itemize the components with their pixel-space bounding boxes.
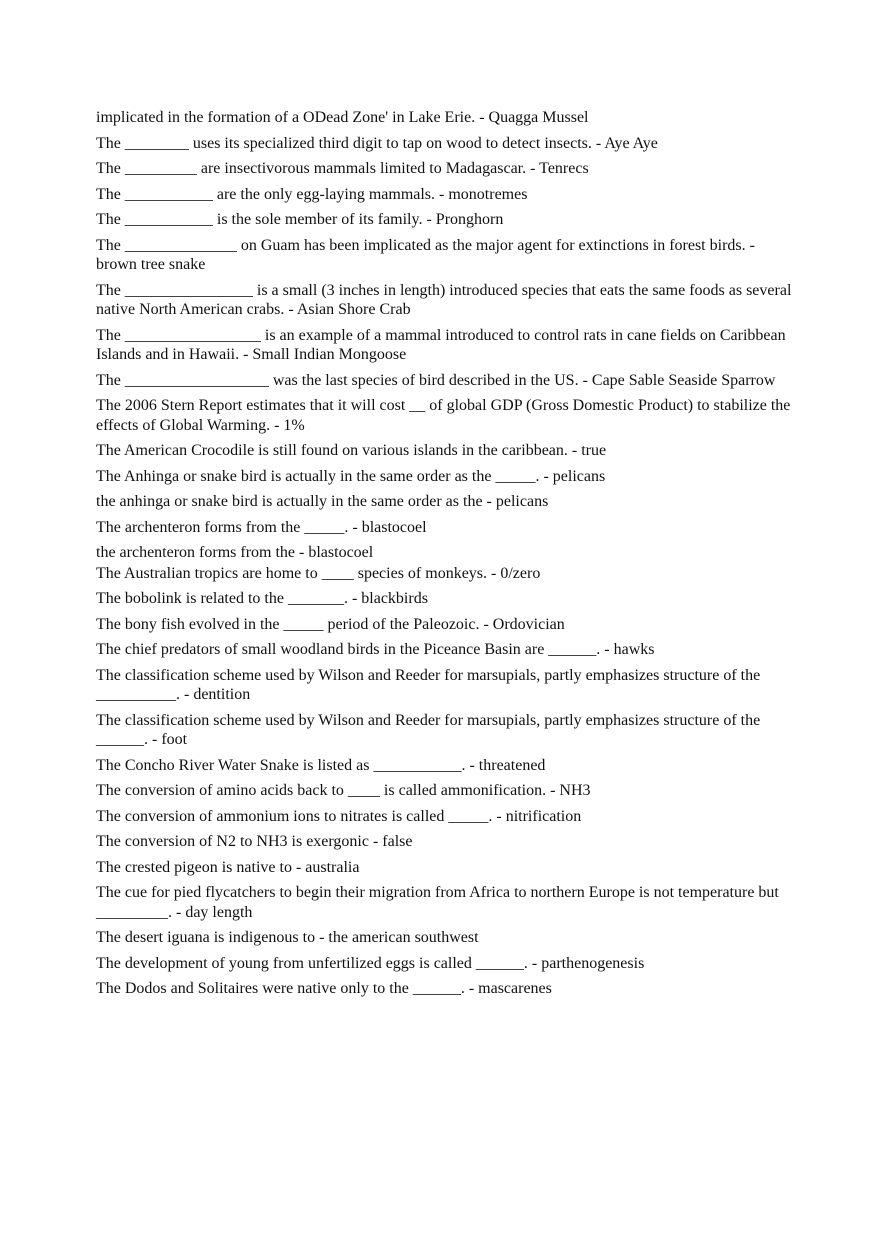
list-item: the archenteron forms from the - blastocoel — [96, 544, 374, 561]
list-item: The ___________ is the sole member of its family. - Pronghorn — [96, 211, 504, 228]
list-item: The _________ are insectivorous mammals limited to Madagascar. - Tenrecs — [96, 160, 589, 177]
list-item: The ______________ on Guam has been implicated as the major agent for extinctions in forest birds. - brown tree snake — [96, 236, 755, 273]
list-item: The conversion of N2 to NH3 is exergonic - false — [96, 833, 413, 850]
list-item: The cue for pied flycatchers to begin their migration from Africa to northern Europe is not temperature but _________. - day length — [96, 884, 779, 921]
list-item: implicated in the formation of a ODead Zone' in Lake Erie. - Quagga Mussel — [96, 109, 589, 126]
list-item: The ________________ is a small (3 inches in length) introduced species that eats the same foods as several native North American crabs. - Asian Shore Crab — [96, 281, 792, 318]
list-item: The classification scheme used by Wilson and Reeder for marsupials, partly emphasizes structure of the ______. - foot — [96, 711, 761, 748]
list-item: The ___________ are the only egg-laying mammals. - monotremes — [96, 185, 528, 203]
list-item: The __________________ was the last species of bird described in the US. - Cape Sable Seaside Sparrow — [96, 371, 776, 389]
flashcard-list — [96, 108, 796, 1005]
list-item: The crested pigeon is native to - australia — [96, 858, 360, 876]
list-item: The development of young from unfertilized eggs is called ______. - parthenogenesis — [96, 954, 645, 972]
list-item: The 2006 Stern Report estimates that it will cost __ of global GDP (Gross Domestic Product) to stabilize the effects of Global Warming. - 1% — [96, 397, 791, 434]
list-item: The _________________ is an example of a mammal introduced to control rats in cane fields on Caribbean Islands and in Hawaii. - Small Indian Mongoose — [96, 326, 786, 363]
list-item: The Australian tropics are home to ____ species of monkeys. - 0/zero — [96, 564, 541, 582]
list-item: The Concho River Water Snake is listed as ___________. - threatened — [96, 756, 546, 774]
list-item: The American Crocodile is still found on various islands in the caribbean. - true — [96, 442, 607, 459]
list-item: The ________ uses its specialized third digit to tap on wood to detect insects. - Aye Aye — [96, 134, 658, 152]
list-item: The bony fish evolved in the _____ period of the Paleozoic. - Ordovician — [96, 615, 565, 633]
list-item: the anhinga or snake bird is actually in the same order as the - pelicans — [96, 493, 549, 510]
list-item: The conversion of ammonium ions to nitrates is called _____. - nitrification — [96, 807, 582, 825]
list-item: The classification scheme used by Wilson and Reeder for marsupials, partly emphasizes structure of the __________. - dentition — [96, 666, 761, 703]
list-item: The desert iguana is indigenous to - the american southwest — [96, 929, 479, 946]
list-item: The Dodos and Solitaires were native only to the ______. - mascarenes — [96, 980, 552, 997]
list-item: The bobolink is related to the _______. - blackbirds — [96, 590, 428, 607]
list-item: The Anhinga or snake bird is actually in the same order as the _____. - pelicans — [96, 467, 606, 485]
list-item: The archenteron forms from the _____. - blastocoel — [96, 518, 427, 536]
list-item: The chief predators of small woodland birds in the Piceance Basin are ______. - hawks — [96, 641, 655, 658]
list-item: The conversion of amino acids back to ____ is called ammonification. - NH3 — [96, 782, 591, 799]
